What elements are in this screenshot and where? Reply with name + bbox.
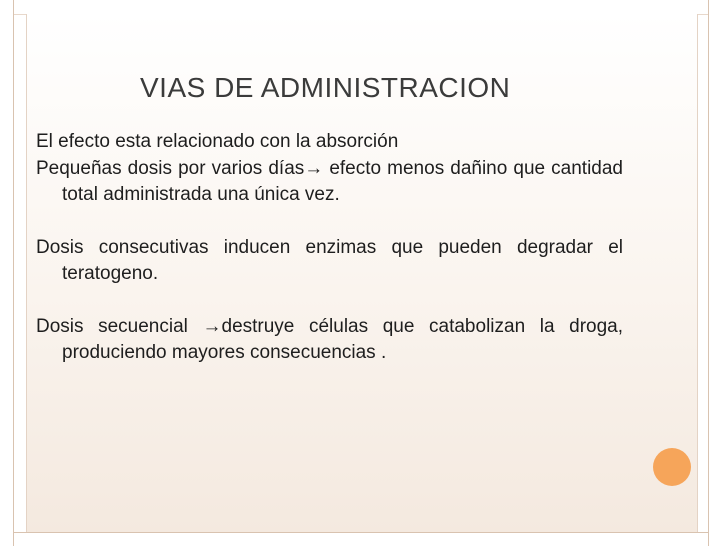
frame-left-line xyxy=(13,0,14,546)
paragraph-spacer xyxy=(36,209,623,235)
right-arrow-icon: → xyxy=(304,157,324,179)
right-arrow-icon: → xyxy=(202,315,222,337)
frame-bottom-line xyxy=(13,532,709,533)
slide-body xyxy=(36,129,623,367)
slide-title: VIAS DE ADMINISTRACION xyxy=(140,72,511,103)
paragraph-dosis-consecutivas xyxy=(36,235,623,288)
paragraph-text: Dosis consecutivas inducen enzimas que pueden degradar el teratogeno. xyxy=(36,236,623,284)
paragraph-text: Dosis secuencial xyxy=(36,315,203,337)
frame-right-line xyxy=(708,0,709,546)
paragraph-pequenas-dosis xyxy=(36,156,623,209)
paragraph-dosis-secuencial xyxy=(36,314,623,367)
paragraph-text: efecto menos dañino que cantidad total administrada una única vez. xyxy=(62,157,623,205)
paragraph-text: El efecto esta relacionado con la absorción xyxy=(36,131,399,152)
paragraph-absorcion xyxy=(36,129,623,156)
paragraph-text: Pequeñas dosis por varios días xyxy=(36,157,305,179)
paragraph-spacer xyxy=(36,288,623,314)
orange-circle-decoration xyxy=(653,448,691,486)
paragraph-text: destruye células que catabolizan la droga, produciendo mayores consecuencias . xyxy=(62,315,624,363)
